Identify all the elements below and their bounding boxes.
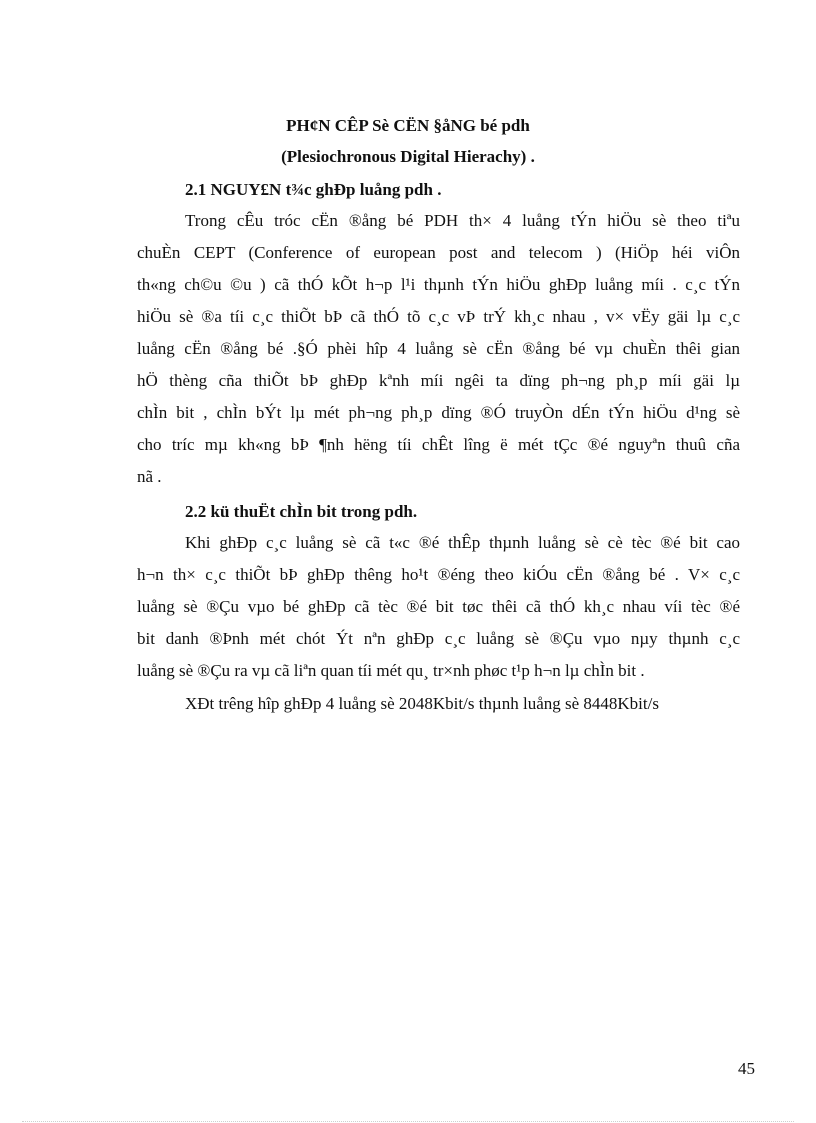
text-line: hÖ thèng cña thiÕt bÞ ghÐp kªnh míi ngêi ta dïng ph¬ng ph¸p míi gäi lµ xyxy=(137,371,740,390)
text-line: cho tríc mµ kh«ng bÞ ¶nh hëng tíi chÊt lîng ë mét tÇc ®é nguyªn thuû cña xyxy=(137,435,740,454)
page-number: 45 xyxy=(738,1059,755,1078)
text-line: th«ng ch©u ©u ) cã thÓ kÕt h¬p l¹i thµnh tÝn hiÖu ghÐp luång míi . c¸c tÝn xyxy=(137,275,740,294)
section-heading-2-1: 2.1 NGUY£N t¾c ghÐp luång pdh . xyxy=(185,180,442,199)
footer-divider xyxy=(22,1121,794,1122)
text-line: luång sè ®Çu ra vµ cã liªn quan tíi mét qu¸ tr×nh phøc t¹p h¬n lµ chÌn bit . xyxy=(137,661,645,680)
text-line: nã . xyxy=(137,467,162,486)
section-heading-2-2: 2.2 kü thuËt chÌn bit trong pdh. xyxy=(185,502,418,521)
text-line: Khi ghÐp c¸c luång sè cã t«c ®é thÊp thµnh luång sè cè tèc ®é bit cao xyxy=(185,533,740,552)
text-line: chÌn bit , chÌn bÝt lµ mét ph¬ng ph¸p dïng ®Ó truyÒn dÉn tÝn hiÖu d¹ng sè xyxy=(137,403,740,422)
paragraph-multiplex-example xyxy=(137,688,740,720)
document-subtitle: (Plesiochronous Digital Hierachy) . xyxy=(281,147,535,166)
text-line: hiÖu sè ®a tíi c¸c thiÕt bÞ cã thÓ tõ c¸c vÞ trÝ kh¸c nhau , v× vËy gäi lµ c¸c xyxy=(137,307,740,326)
paragraph-bit-stuffing xyxy=(137,527,740,687)
text-line: h¬n th× c¸c thiÕt bÞ ghÐp thêng ho¹t ®éng theo kiÓu cËn ®ång bé . V× c¸c xyxy=(137,565,740,584)
text-line: bit danh ®Þnh mét chót Ýt nªn ghÐp c¸c luång sè ®Çu vµo nµy thµnh c¸c xyxy=(137,629,740,648)
text-line: XÐt trêng hîp ghÐp 4 luång sè 2048Kbit/s thµnh luång sè 8448Kbit/s xyxy=(185,694,659,713)
text-line: Trong cÊu tróc cËn ®ång bé PDH th× 4 luång tÝn hiÖu sè theo tiªu xyxy=(185,211,740,230)
text-line: chuÈn CEPT (Conference of european post and telecom ) (HiÖp héi viÔn xyxy=(137,243,740,262)
text-line: luång sè ®Çu vµo bé ghÐp cã tèc ®é bit tøc thêi cã thÓ kh¸c nhau víi tèc ®é xyxy=(137,597,740,616)
text-line: luång cËn ®ång bé .§Ó phèi hîp 4 luång sè cËn ®ång bé vµ chuÈn thêi gian xyxy=(137,339,740,358)
document-title: PH¢N CÊP Sè CËN §åNG bé pdh xyxy=(286,116,530,135)
paragraph-pdh-principle xyxy=(137,205,740,493)
